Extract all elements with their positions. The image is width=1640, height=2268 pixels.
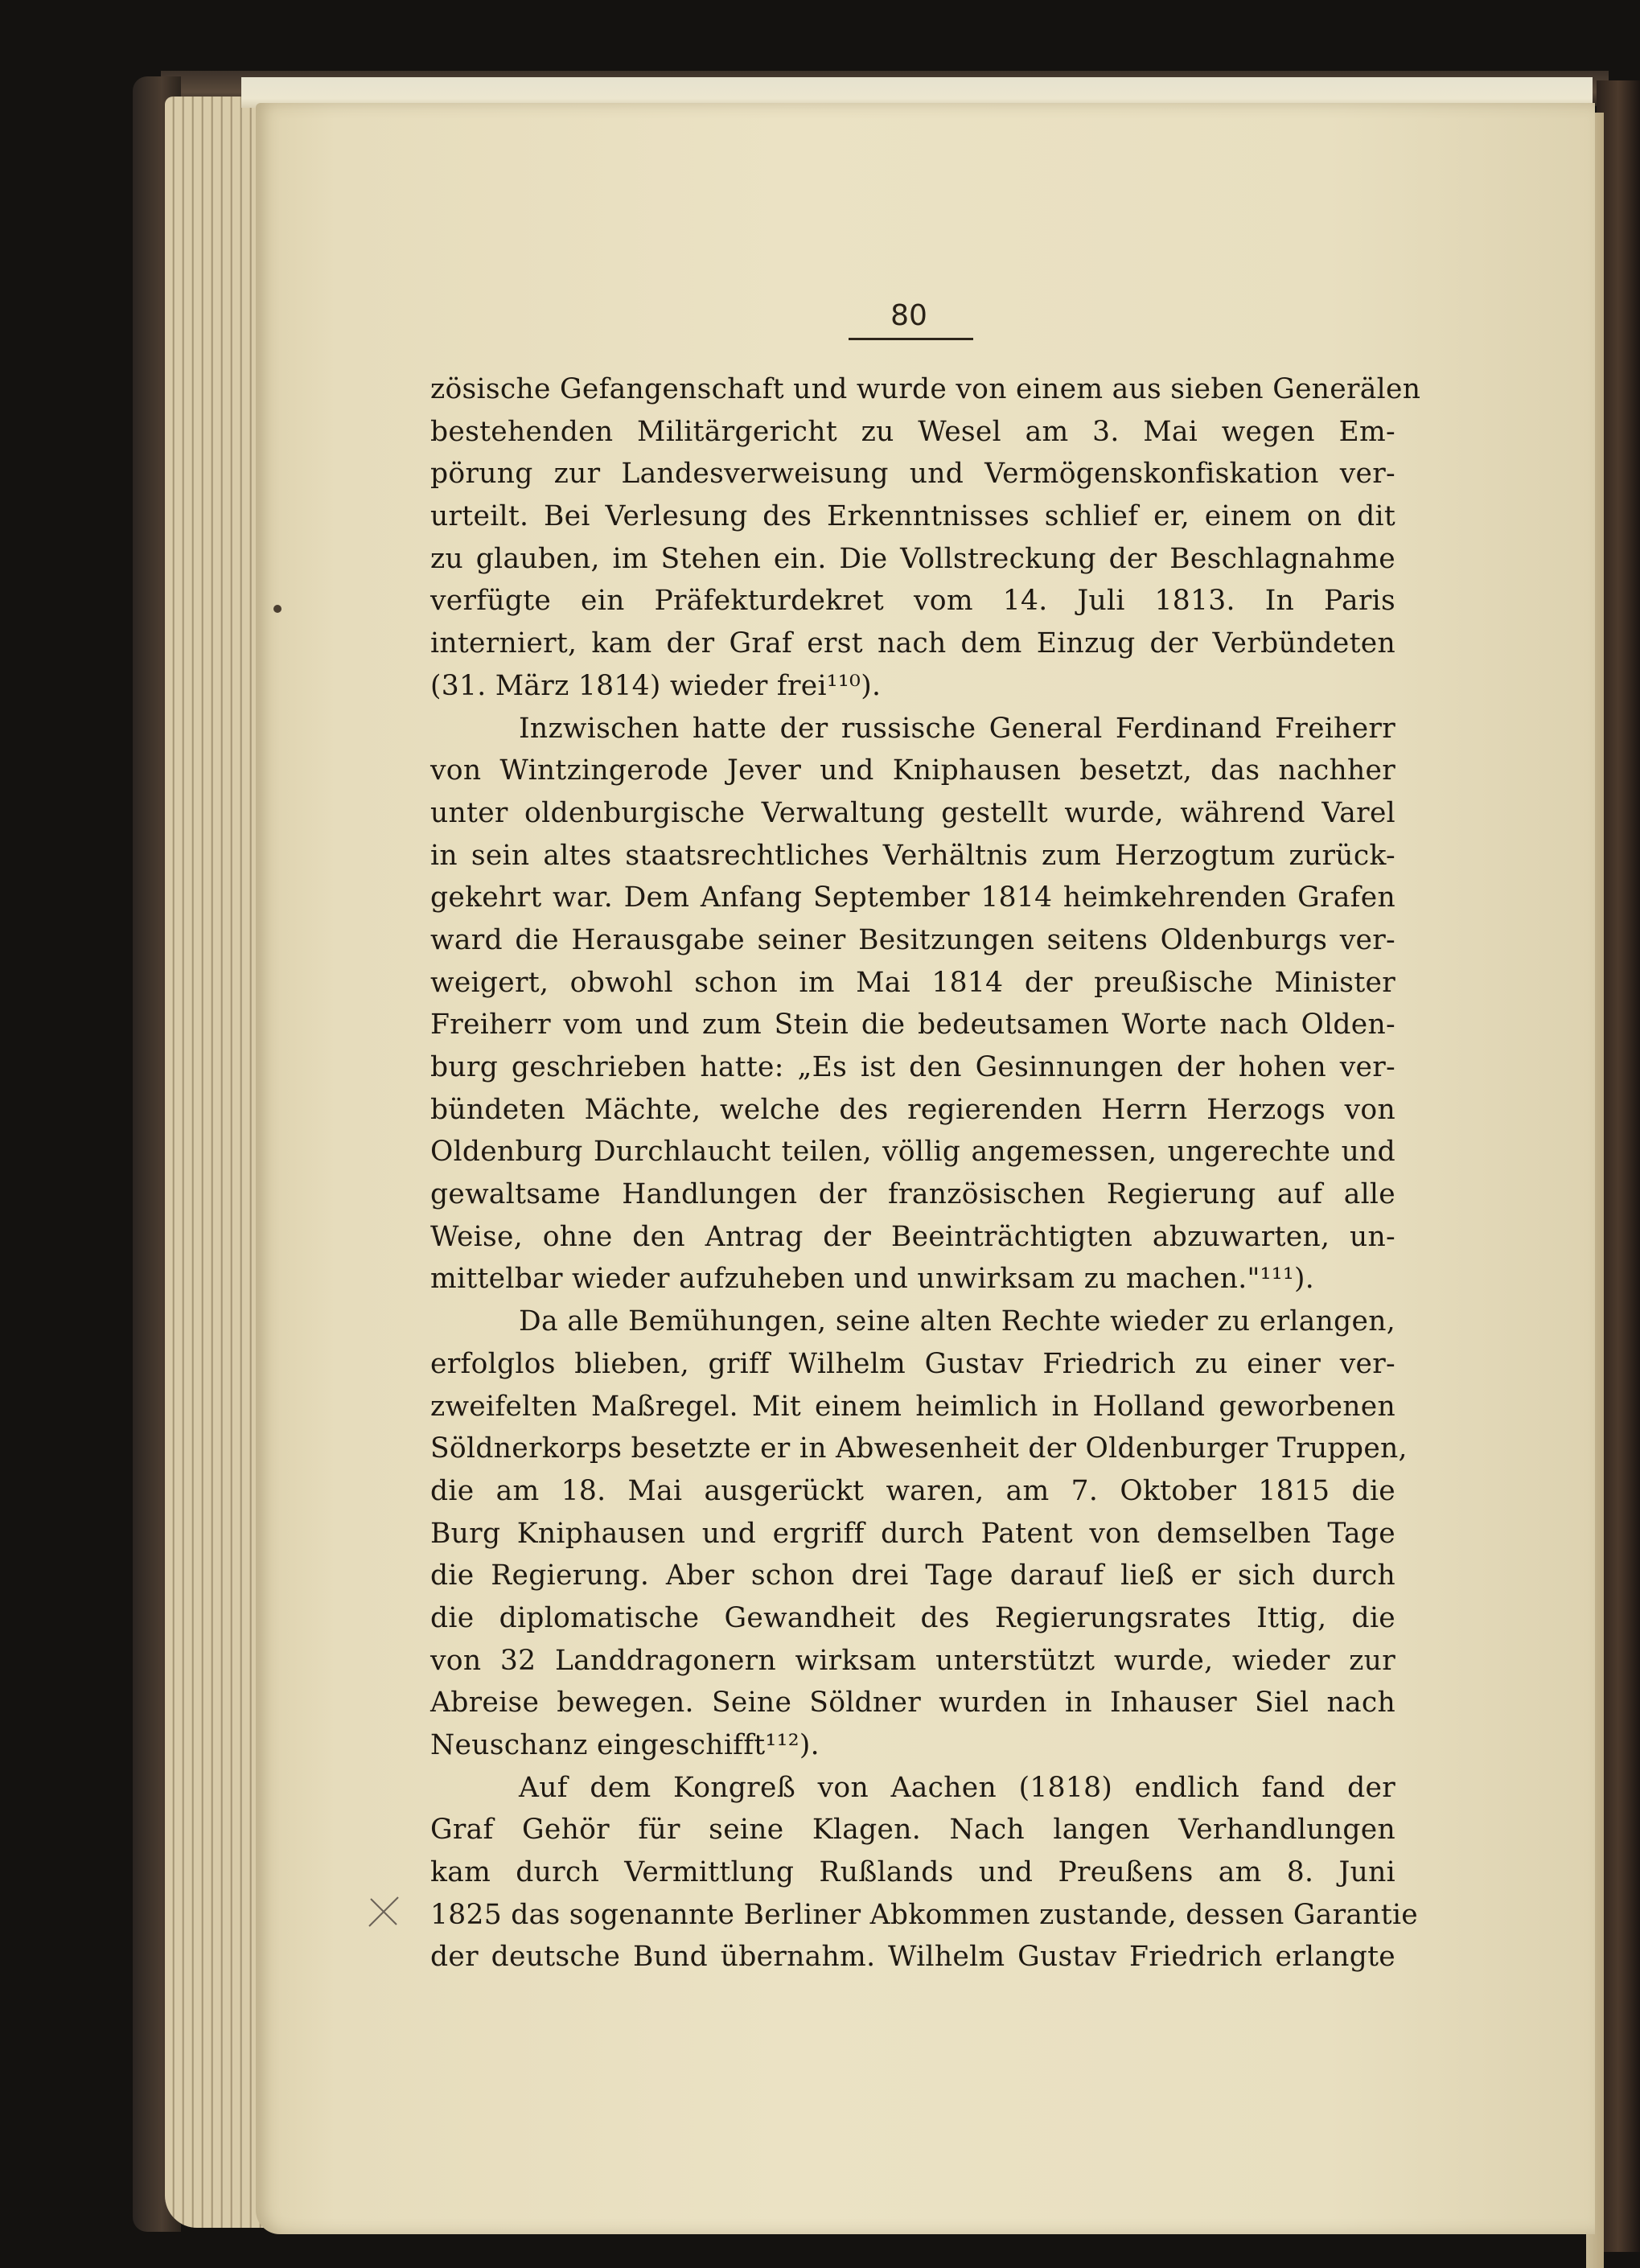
text-line: Burg Kniphausen und ergriff durch Patent von demselben Tage <box>430 1517 1395 1550</box>
page-number: 80 <box>890 299 927 332</box>
text-line: die am 18. Mai ausgerückt waren, am 7. Oktober 1815 die <box>430 1474 1395 1507</box>
page-number-rule <box>849 338 973 340</box>
text-line: burg geschrieben hatte: „Es ist den Gesinnungen der hohen ver- <box>430 1051 1395 1083</box>
text-line: Inzwischen hatte der russische General Ferdinand Freiherr <box>519 712 1395 745</box>
text-line: Auf dem Kongreß von Aachen (1818) endlich fand der <box>519 1771 1395 1804</box>
text-line: mittelbar wieder aufzuheben und unwirksam zu machen."¹¹¹). <box>430 1263 1315 1296</box>
text-line: Abreise bewegen. Seine Söldner wurden in Inhauser Siel nach <box>430 1687 1395 1719</box>
text-line: Oldenburg Durchlaucht teilen, völlig angemessen, ungerechte und <box>430 1136 1395 1169</box>
text-line: (31. März 1814) wieder frei¹¹⁰). <box>430 669 882 702</box>
text-line: urteilt. Bei Verlesung des Erkenntnisses schlief er, einem on dit <box>430 500 1395 533</box>
text-line: der deutsche Bund übernahm. Wilhelm Gustav Friedrich erlangte <box>430 1941 1395 1974</box>
margin-dot-mark <box>273 605 282 613</box>
text-line: Da alle Bemühungen, seine alten Rechte wieder zu erlangen, <box>519 1305 1395 1338</box>
text-line: Graf Gehör für seine Klagen. Nach langen Verhandlungen <box>430 1814 1395 1847</box>
text-line: weigert, obwohl schon im Mai 1814 der preußische Minister <box>430 966 1395 999</box>
text-line: Freiherr vom und zum Stein die bedeutsamen Worte nach Olden- <box>430 1009 1395 1042</box>
text-line: die Regierung. Aber schon drei Tage darauf ließ er sich durch <box>430 1559 1395 1592</box>
text-line: bündeten Mächte, welche des regierenden Herrn Herzogs von <box>430 1093 1395 1126</box>
text-line: unter oldenburgische Verwaltung gestellt wurde, während Varel <box>430 796 1395 829</box>
text-line: zweifelten Maßregel. Mit einem heimlich in Holland geworbenen <box>430 1390 1395 1423</box>
text-line: von 32 Landdragonern wirksam unterstützt wurde, wieder zur <box>430 1644 1395 1677</box>
text-line: erfolglos blieben, griff Wilhelm Gustav Friedrich zu einer ver- <box>430 1347 1395 1380</box>
text-line: Söldnerkorps besetzte er in Abwesenheit der Oldenburger Truppen, <box>430 1432 1408 1465</box>
stacked-page-edges <box>165 97 269 2228</box>
body-text <box>430 368 1421 1978</box>
text-line: zu glauben, im Stehen ein. Die Vollstreckung der Beschlagnahme <box>430 542 1395 575</box>
text-line: 1825 das sogenannte Berliner Abkommen zustande, dessen Garantie <box>430 1898 1418 1931</box>
text-line: Weise, ohne den Antrag der Beeinträchtigten abzuwarten, un- <box>430 1220 1395 1253</box>
text-line: gewaltsame Handlungen der französischen Regierung auf alle <box>430 1178 1395 1211</box>
text-line: die diplomatische Gewandheit des Regierungsrates Ittig, die <box>430 1601 1395 1634</box>
text-line: von Wintzingerode Jever und Kniphausen besetzt, das nachher <box>430 754 1395 787</box>
pencil-x-mark-icon <box>366 1894 401 1929</box>
text-line: pörung zur Landesverweisung und Vermögenskonfiskation ver- <box>430 458 1395 491</box>
text-line: in sein altes staatsrechtliches Verhältnis zum Herzogtum zurück- <box>430 839 1395 872</box>
text-line: ward die Herausgabe seiner Besitzungen seitens Oldenburgs ver- <box>430 923 1395 956</box>
text-line: interniert, kam der Graf erst nach dem Einzug der Verbündeten <box>430 627 1395 660</box>
text-line: Neuschanz eingeschifft¹¹²). <box>430 1729 820 1761</box>
text-line: gekehrt war. Dem Anfang September 1814 heimkehrenden Grafen <box>430 881 1395 914</box>
text-line: zösische Gefangenschaft und wurde von einem aus sieben Generälen <box>430 373 1421 405</box>
text-line: verfügte ein Präfekturdekret vom 14. Juli 1813. In Paris <box>430 585 1395 618</box>
text-line: bestehenden Militärgericht zu Wesel am 3. Mai wegen Em- <box>430 415 1395 448</box>
text-line: kam durch Vermittlung Rußlands und Preußens am 8. Juni <box>430 1856 1395 1889</box>
